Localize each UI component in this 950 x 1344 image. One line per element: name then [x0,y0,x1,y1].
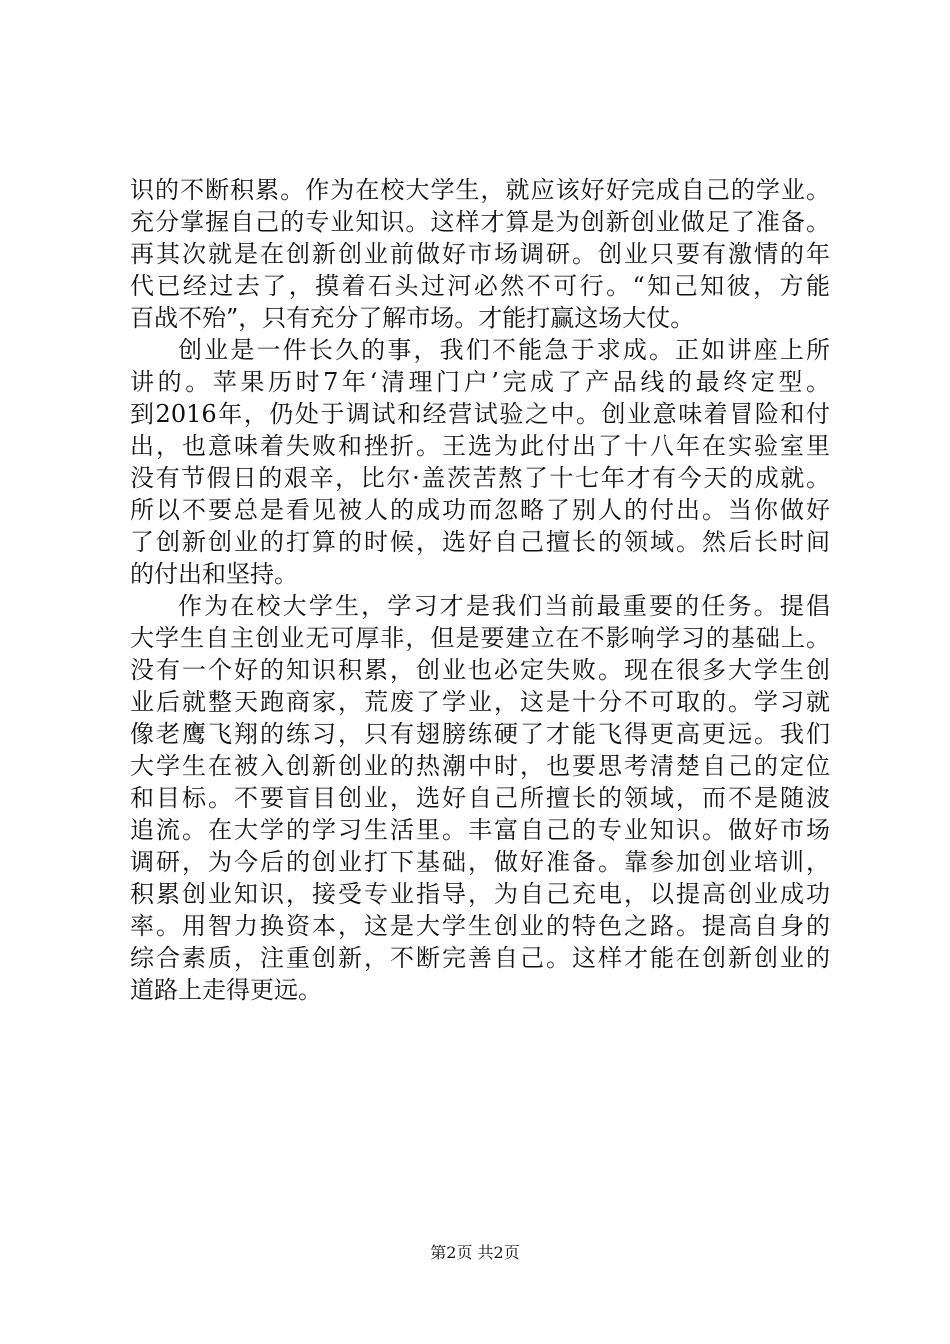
text-line: 业后就整天跑商家，荒废了学业，这是十分不可取的。学习就 [130,688,830,716]
document-body [130,174,830,1006]
text-line: 综合素质，注重创新，不断完善自己。这样才能在创新创业的 [130,944,830,972]
text-line: 大学生在被入创新创业的热潮中时，也要思考清楚自己的定位 [130,752,830,780]
text-line: 出，也意味着失败和挫折。王选为此付出了十八年在实验室里 [130,432,830,460]
text-line: 代已经过去了，摸着石头过河必然不可行。“知己知彼，方能 [130,272,830,300]
text-line: 了创新创业的打算的时候，选好自己擅长的领域。然后长时间 [130,528,830,556]
text-line: 再其次就是在创新创业前做好市场调研。创业只要有激情的年 [130,240,830,268]
paragraph-start-line: 创业是一件长久的事，我们不能急于求成。正如讲座上所 [178,336,830,364]
text-line: 像老鹰飞翔的练习，只有翅膀练硬了才能飞得更高更远。我们 [130,720,830,748]
text-line: 的付出和坚持。 [130,560,298,588]
text-line: 识的不断积累。作为在校大学生，就应该好好完成自己的学业。 [130,176,830,204]
paragraph-start-line: 作为在校大学生，学习才是我们当前最重要的任务。提倡 [178,592,830,620]
text-line: 大学生自主创业无可厚非，但是要建立在不影响学习的基础上。 [130,624,830,652]
text-line: 积累创业知识，接受专业指导，为自己充电，以提高创业成功 [130,880,830,908]
text-line: 到2016年，仍处于调试和经营试验之中。创业意味着冒险和付 [130,400,830,428]
text-line: 百战不殆”，只有充分了解市场。才能打赢这场大仗。 [130,304,695,332]
text-line: 所以不要总是看见被人的成功而忽略了别人的付出。当你做好 [130,496,830,524]
text-line: 追流。在大学的学习生活里。丰富自己的专业知识。做好市场 [130,816,830,844]
text-line: 没有一个好的知识积累，创业也必定失败。现在很多大学生创 [130,656,830,684]
text-line: 和目标。不要盲目创业，选好自己所擅长的领域，而不是随波 [130,784,830,812]
text-line: 调研，为今后的创业打下基础，做好准备。靠参加创业培训， [130,848,830,876]
text-line: 率。用智力换资本，这是大学生创业的特色之路。提高自身的 [130,912,830,940]
text-line: 没有节假日的艰辛，比尔·盖茨苦熬了十七年才有今天的成就。 [130,464,830,492]
page-number-footer: 第2页 共2页 [430,1243,520,1262]
text-line: 道路上走得更远。 [130,976,322,1004]
text-line: 充分掌握自己的专业知识。这样才算是为创新创业做足了准备。 [130,208,830,236]
text-line: 讲的。苹果历时7年‘清理门户’完成了产品线的最终定型。 [130,368,830,396]
